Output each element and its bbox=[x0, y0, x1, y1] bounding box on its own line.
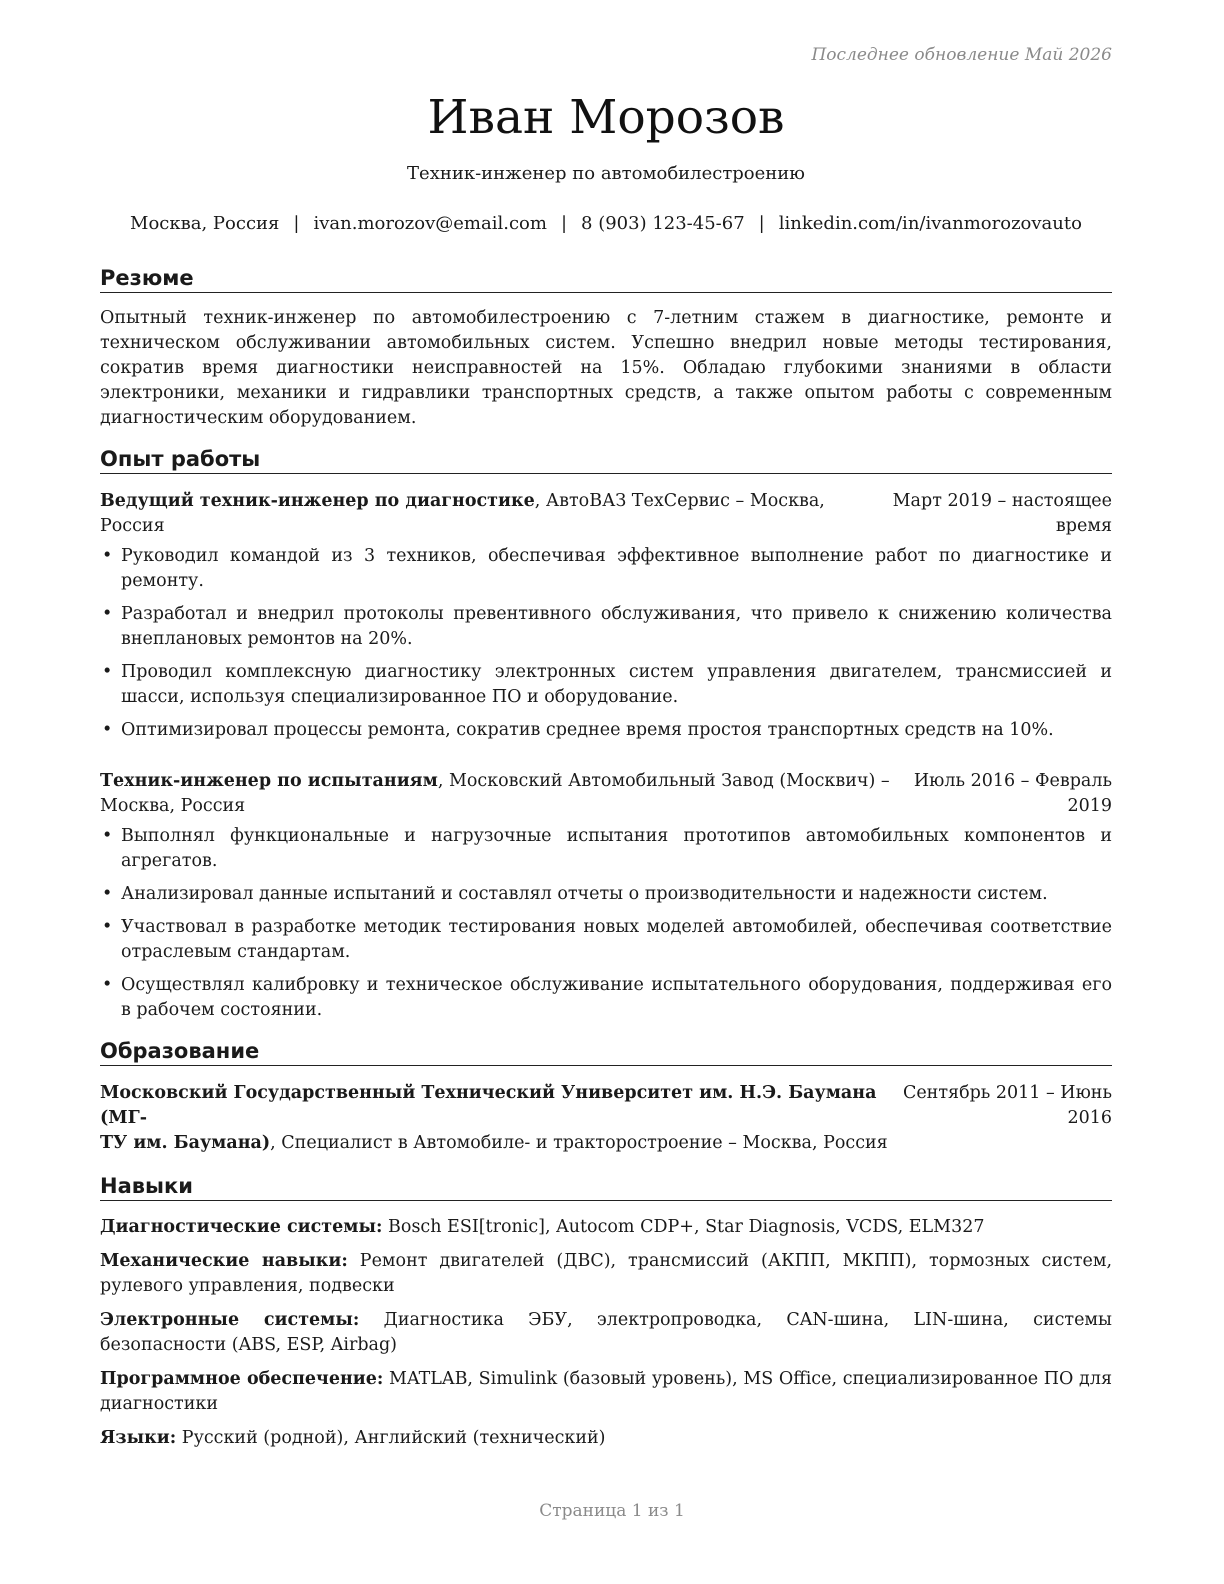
list-item: • Проводил комплексную диагностику электронных систем управления двигателем, трансмиссией и шасси, используя специализированное ПО и оборудование. bbox=[100, 660, 1112, 710]
experience-section bbox=[100, 446, 1112, 1023]
skills-section bbox=[100, 1173, 1112, 1451]
job-header bbox=[100, 489, 1112, 539]
job-header bbox=[100, 769, 1112, 819]
list-item: • Участвовал в разработке методик тестирования новых моделей автомобилей, обеспечивая соответствие отраслевым стандартам. bbox=[100, 915, 1112, 965]
job-dates: Июль 2016 – Февраль 2019 bbox=[913, 771, 1112, 816]
job-dates: Март 2019 – настоящее время bbox=[892, 491, 1112, 536]
skill-line: Программное обеспечение: MATLAB, Simulink (базовый уровень), MS Office, специализированное ПО для диагностики bbox=[100, 1369, 1112, 1414]
candidate-tagline: Техник-инженер по автомобилестроению bbox=[407, 163, 805, 184]
last-updated: Последнее обновление Май 2026 bbox=[811, 45, 1112, 65]
list-item: • Выполнял функциональные и нагрузочные испытания прототипов автомобильных компонентов и агрегатов. bbox=[100, 824, 1112, 874]
skill-line: Диагностические системы: Bosch ESI[tronic], Autocom CDP+, Star Diagnosis, VCDS, ELM327 bbox=[100, 1217, 985, 1237]
contact-separator: | bbox=[293, 213, 300, 234]
skill-line: Механические навыки: Ремонт двигателей (ДВС), трансмиссий (АКПП, МКПП), тормозных систем, рулевого управления, подвески bbox=[100, 1251, 1113, 1296]
list-item: • Оптимизировал процессы ремонта, сократив среднее время простоя транспортных средств на 10%. bbox=[100, 718, 1112, 743]
contact-separator: | bbox=[560, 213, 568, 234]
list-item: • Руководил командой из 3 техников, обеспечивая эффективное выполнение работ по диагностике и ремонту. bbox=[100, 544, 1112, 594]
skill-line: Языки: Русский (родной), Английский (технический) bbox=[100, 1428, 606, 1448]
job-location: Москва, Россия bbox=[100, 796, 246, 816]
education-section bbox=[100, 1038, 1112, 1156]
contact-line bbox=[100, 212, 1112, 236]
contact-phone: 8 (903) 123-45-67 bbox=[581, 213, 745, 234]
contact-email: ivan.morozov@email.com bbox=[313, 213, 547, 234]
section-title-education: Образование bbox=[100, 1038, 1112, 1066]
job-entry bbox=[100, 769, 1112, 1023]
list-item: • Осуществлял калибровку и техническое обслуживание испытательного оборудования, поддерживая его в рабочем состоянии. bbox=[100, 973, 1112, 1023]
education-degree: , Специалист в Автомобиле- и тракторостроение – Москва, Россия bbox=[270, 1133, 888, 1153]
contact-separator: | bbox=[758, 213, 765, 234]
summary-section bbox=[100, 265, 1112, 431]
summary-text: Опытный техник-инженер по автомобилестроению с 7-летним стажем в диагностике, ремонте и техническом обслуживании автомобильных систем. Успешно внедрил новые методы тестирования, сократив время диагностики неисправностей на 15%. Обладаю глубокими знаниями в области электроники, механики и гидравлики транспортных средств, а также опытом работы с современным диагностическим оборудованием. bbox=[100, 308, 1112, 428]
contact-linkedin: linkedin.com/in/ivanmorozovauto bbox=[778, 213, 1082, 234]
job-company: , Московский Автомобильный Завод (Москвич) – bbox=[437, 771, 890, 791]
education-entry bbox=[100, 1081, 1112, 1156]
candidate-name: Иван Морозов bbox=[427, 90, 785, 145]
job-bullets bbox=[100, 544, 1112, 743]
list-item: • Разработал и внедрил протоколы превентивного обслуживания, что привело к снижению количества внеплановых ремонтов на 20%. bbox=[100, 602, 1112, 652]
job-role: Ведущий техник-инженер по диагностике bbox=[100, 491, 535, 511]
section-title-summary: Резюме bbox=[100, 265, 1112, 293]
job-company: , АвтоВАЗ ТехСервис – Москва, Россия bbox=[100, 491, 825, 536]
job-bullets bbox=[100, 824, 1112, 1023]
skill-line: Электронные системы: Диагностика ЭБУ, электропроводка, CAN-шина, LIN-шина, системы безопасности (ABS, ESP, Airbag) bbox=[100, 1310, 1112, 1355]
contact-location: Москва, Россия bbox=[130, 213, 280, 234]
education-dates: Сентябрь 2011 – Июнь 2016 bbox=[902, 1083, 1112, 1128]
job-role: Техник-инженер по испытаниям bbox=[100, 771, 438, 791]
list-item: • Анализировал данные испытаний и составлял отчеты о производительности и надежности систем. bbox=[100, 882, 1112, 907]
education-institution-short: ТУ им. Баумана) bbox=[100, 1133, 271, 1153]
page-number: Страница 1 из 1 bbox=[539, 1501, 685, 1521]
section-title-experience: Опыт работы bbox=[100, 446, 1112, 474]
section-title-skills: Навыки bbox=[100, 1173, 1112, 1201]
education-institution: Московский Государственный Технический Университет им. Н.Э. Баумана (МГ- bbox=[100, 1083, 877, 1128]
job-entry bbox=[100, 489, 1112, 743]
